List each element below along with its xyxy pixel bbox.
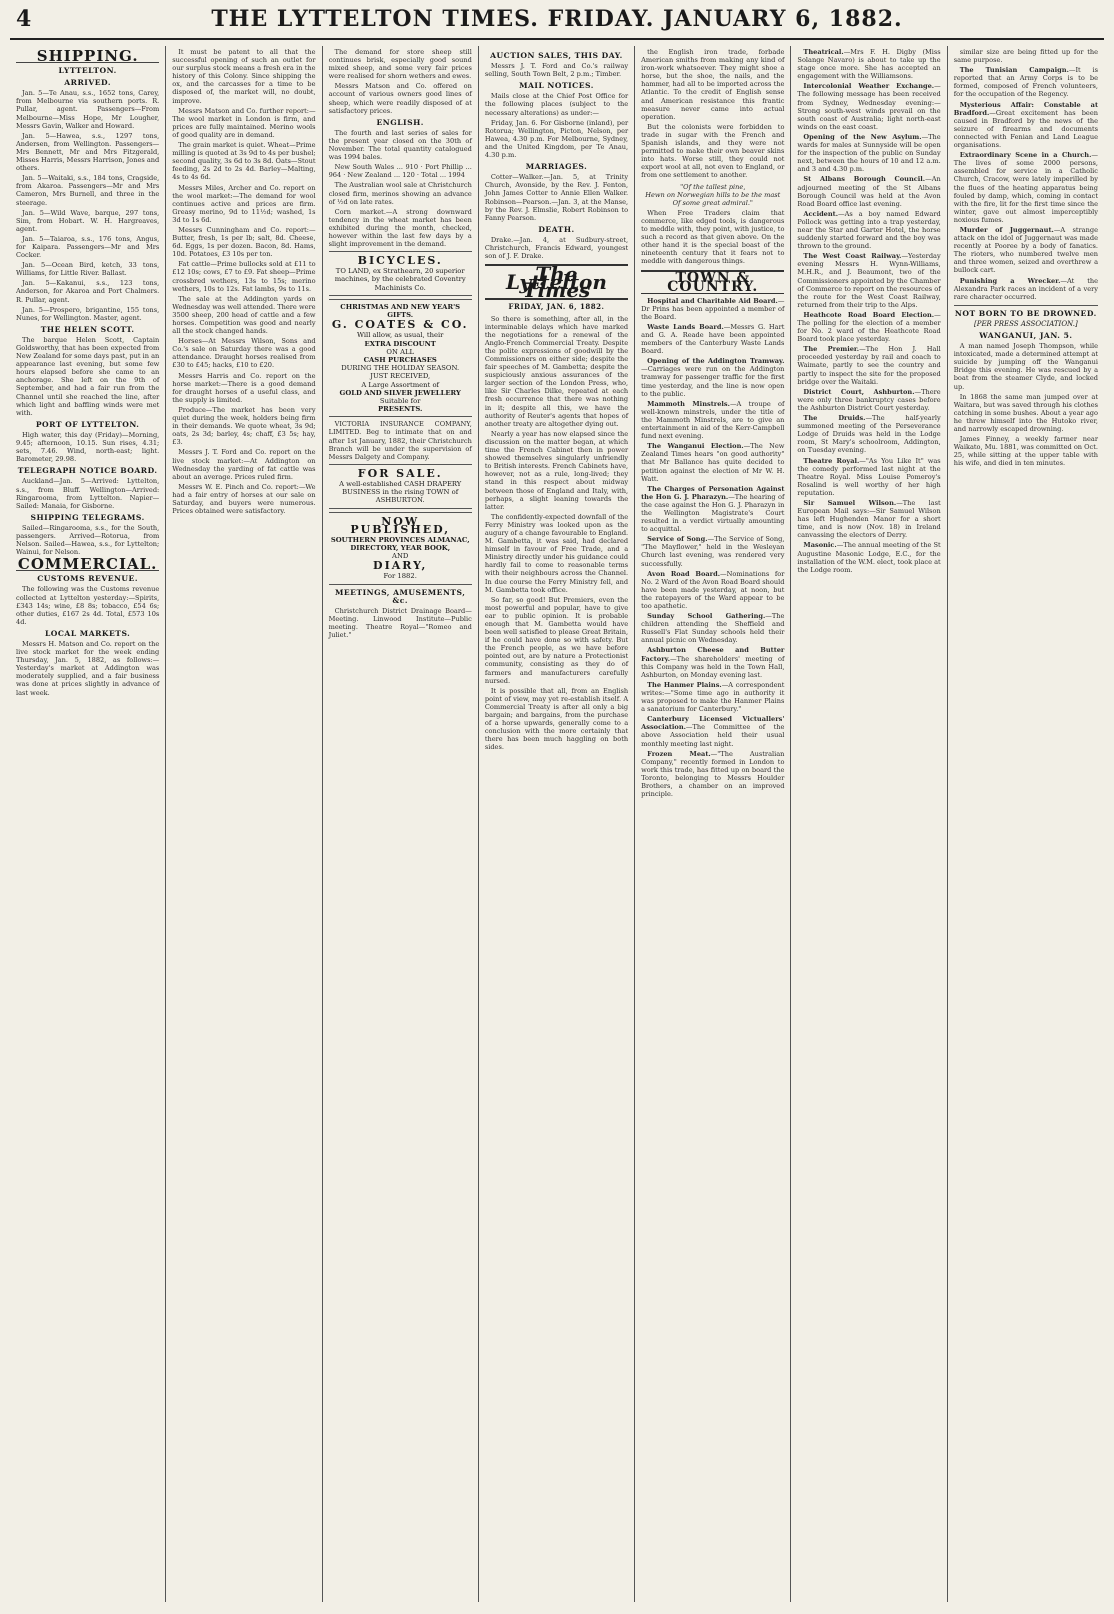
shipping-text: Jan. 5—Te Anau, s.s., 1652 tons, Carey, from Melbourne via southern ports. R. Pullar, agent. Passengers—From Melbourne—Miss Hope, Mr Lougher, Messrs Gavin, Walker and Howard. Jan. 5—Hawea, s.s., 1297 tons, Andersen, from Wellington. Passengers—Mrs Bennett, Mr and Mrs Fitzgerald, Misses Harris, Messrs Harrison, Jones and others. Jan. 5—Waitaki, s.s., 184 tons, Cragside, from Akaroa. Passengers—Mr and Mrs Cameron, Mrs Burnell, and three in the steerage. Jan. 5—Wild Wave, barque, 297 tons, Sim, from Hobart. W. H. Hargreaves, agent. Jan. 5—Taiaroa, s.s., 176 tons, Angus, for Kaipara. Passengers—Mr and Mrs Cocker. Jan. 5—Ocean Bird, ketch, 33 tons, Williams, for Little River. Ballast. Jan. 5—Kakanui, s.s., 123 tons, Anderson, for Akaroa and Port Chalmers. R. Pullar, agent. Jan. 5—Prospero, brigantine, 155 tons, Nunes, for Wellington. Master, agent.: [16, 89, 160, 322]
local-markets-heading: LOCAL MARKETS.: [44, 628, 131, 638]
page-number: 4: [16, 6, 32, 32]
columns: [10, 46, 1104, 1602]
masthead: [10, 6, 1104, 40]
nameplate: The Lyttelton Times: [485, 264, 628, 300]
newspaper-page: [10, 6, 1104, 1608]
auction-heading: AUCTION SALES, THIS DAY.: [490, 51, 623, 60]
helen-scott-heading: THE HELEN SCOTT.: [40, 324, 135, 334]
editorial-date: FRIDAY, JAN. 6, 1882.: [508, 302, 605, 312]
page-title: THE LYTTELTON TIMES. FRIDAY. JANUARY 6, 1882.: [211, 6, 903, 32]
port-heading: LYTTELTON.: [58, 66, 117, 76]
christmas-ad: CHRISTMAS AND NEW YEAR'S GIFTS. G. COATES & CO. Will allow, as usual, their EXTRA DISCOUNT ON ALL CASH PURCHASES DURING THE HOLIDAY SEASON. JUST RECEIVED, A Large Assortment of GOLD AND SILVER JEWELLERY Suitable for PRESENTS.: [329, 299, 472, 418]
marriages-heading: MARRIAGES.: [525, 162, 588, 172]
shipping-telegrams-heading: SHIPPING TELEGRAMS.: [30, 512, 145, 522]
almanac-ad: NOW PUBLISHED, SOUTHERN PROVINCES ALMANAC, DIRECTORY, YEAR BOOK, AND DIARY, For 1882.: [329, 512, 472, 585]
press-assoc-label: [PER PRESS ASSOCIATION.]: [974, 319, 1078, 328]
column-6: Theatrical.—Mrs F. H. Digby (Miss Solange Navaro) is about to take up the stage once more. She has accepted an engagement with the Williamsons. Intercolonial Weather Exchange.—The following message has been received from Sydney, Wednesday evening:—Strong south-west winds prevail on the south coast of Australia; light north-east winds on the east coast. Opening of the New Asylum.—The wards for males at Sunnyside will be open for the inspection of the public on Sunday next, between the hours of 10 and 12 a.m. and 3 and 4.30 p.m. St Albans Borough Council.—An adjourned meeting of the St Albans Borough Council was held at the Avon Road Board office last evening. Accident.—As a boy named Edward Pollock was getting into a trap yesterday, near the Star and Garter Hotel, the horse suddenly started forward and the boy was thrown to the ground. The West Coast Railway.—Yesterday evening Messrs H. Wynn-Williams, M.H.R., and J. Beaumont, two of the Commissioners appointed by the Chamber of Commerce to report on the resources of the route for the West Coast Railway, returned from their trip to the Alps. Heathcote Road Board Election.—The polling for the election of a member for No. 2 ward of the Heathcote Road Board took place yesterday. The Premier.—The Hon J. Hall proceeded yesterday by rail and coach to Waimate, partly to see the country and partly to inspect the site for the proposed bridge over the Waitaki. District Court, Ashburton.—There were only three bankruptcy cases before the Ashburton District Court yesterday. The Druids.—The half-yearly summoned meeting of the Perseverance Lodge of Druids was held in the Lodge room, St Mary's schoolroom, Addington, on Tuesday evening. Theatre Royal.—"As You Like It" was the comedy performed last night at the Theatre Royal. Miss Louise Pomeroy's Rosalind is well worthy of her high reputation. Sir Samuel Wilson.—The last European Mail says:—Sir Samuel Wilson has left Hughenden Manor for a short time, and is now (Nov. 18) in Ireland canvassing the electors of Derry. Masonic.—The annual meeting of the St Augustine Masonic Lodge, E.C., for the installation of the W.M. elect, took place at the Lodge room.: [791, 46, 947, 1602]
column-2: [166, 46, 322, 1602]
cycles-ad: BICYCLES. TO LAND, ex Strathearn, 20 superior machines, by the celebrated Coventry Machinists Co.: [329, 251, 472, 296]
editorial-text: So there is something, after all, in the interminable delays which have marked the negotiations for a renewal of the Anglo-French Commercial Treaty. Despite the polite expressions of goodwill by the Commissioners on either side; despite the fair speeches of M. Gambetta; despite the suspiciously anxious assurances of the larger section of the London Press, who, like Sir Charles Dilke, repeated at each fresh occurrence that there was nothing in it; despite all this, we have the authority of Reuter's agents that hopes of another treaty are altogether dying out. Nearly a year has now elapsed since the discussion on the matter began, at which time the French Cabinet then in power showed themselves singularly unfriendly to British interests. French Cabinets have, however, not as a rule, long-lived; they stand in this respect about midway between those of England and Italy, with, perhaps, a slight leaning towards the latter. The confidently-expected downfall of the Ferry Ministry was looked upon as the augury of a change favourable to England. M. Gambetta, it was said, had declared himself in favour of Free Trade, and a Ministry directly under his guidance could hardly fail to come to reasonable terms with their neighbours across the Channel. In due course the Ferry Ministry fell, and M. Gambetta took office. So far, so good! But Premiers, even the most powerful and popular, have to give ear to public opinion. It is probable enough that M. Gambetta would have been well satisfied to please Great Britain, if he could have done so with safety. But the French people, as we have before pointed out, are by nature a Protectionist community, consisting as they do of farmers and manufacturers carefully nursed. It is possible that all, from an English point of view, may yet re-establish itself. A Commercial Treaty is after all only a big bargain; and bargains, from the purchase of a horse upwards, generally come to a conclusion with the more certainly that there has been much haggling on both sides.: [484, 314, 629, 752]
for-sale-ad: FOR SALE. A well-established CASH DRAPERY BUSINESS in the rising TOWN of ASHBURTON.: [329, 464, 472, 509]
mail-heading: MAIL NOTICES.: [519, 81, 594, 91]
customs-heading: CUSTOMS REVENUE.: [37, 574, 138, 584]
helen-scott-text: The barque Helen Scott, Captain Goldsworthy, that has been expected from New Zealand for some days past, put in an appearance last evening, but some few hours elapsed before she came to an anchorage. She left on the 9th of September, and had a fair run from the Channel until she reached the line, after which light and baffling winds were met with.: [16, 335, 160, 417]
english-heading: ENGLISH.: [376, 117, 424, 127]
port-lyttelton-heading: PORT OF LYTTELTON.: [35, 419, 140, 429]
column-3: The demand for store sheep still continues brisk, especially good sound mixed sheep, and some very fair prices were realised for shorn wethers and ewes. Messrs Matson and Co. offered on account of various owners good lines of sheep, which were readily disposed of at satisfactory prices. ENGLISH. The fourth and last series of sales for the present year closed on the 30th of November. The total quantity catalogued was 1994 bales. New South Wales ... 910 · Port Phillip ... 964 · New Zealand ... 120 · Total ... 1994 The Australian wool sale at Christchurch closed firm, merinos showing an advance of ½d on late rates. Corn market.—A strong downward tendency in the wheat market has been exhibited during the month, checked, however within the last few days by a slight improvement in the demand. BICYCLES. TO LAND, ex Strathearn, 20 superior machines, by the celebrated Coventry Machinists Co. CHRISTMAS AND NEW YEAR'S GIFTS. G. COATES & CO. Will allow, as usual, their EXTRA DISCOUNT ON ALL CASH PURCHASES DURING THE HOLIDAY SEASON. JUST RECEIVED, A Large Assortment of GOLD AND SILVER JEWELLERY Suitable for PRESENTS. VICTORIA INSURANCE COMPANY, LIMITED. Beg to intimate that on and after 1st January, 1882, their Christchurch Branch will be under the supervision of Messrs Dalgety and Company. FOR SALE. A well-established CASH DRAPERY BUSINESS in the rising TOWN of ASHBURTON. NOW PUBLISHED, SOUTHERN PROVINCES ALMANAC, DIRECTORY, YEAR BOOK, AND DIARY, For 1882. MEETINGS, AMUSEMENTS, &c. Christchurch District Drainage Board—Meeting. Linwood Institute—Public meeting. Theatre Royal—"Romeo and Juliet.": [323, 46, 479, 1602]
commercial-heading: COMMERCIAL.: [17, 555, 158, 574]
wanganui-dateline: WANGANUI, JAN. 5.: [979, 331, 1073, 340]
column-4: AUCTION SALES, THIS DAY. Messrs J. T. Ford and Co.'s railway selling, South Town Belt, 2 p.m.; Timber. MAIL NOTICES. Mails close at the Chief Post Office for the following places (subject to the necessary alterations) as under:— Friday, Jan. 6. For Gisborne (inland), per Rotorua; Wellington, Picton, Nelson, per Hawea, 4.30 p.m. For Melbourne, Sydney, and the United Kingdom, per Te Anau, 4.30 p.m. MARRIAGES. Cotter—Walker.—Jan. 5, at Trinity Church, Avonside, by the Rev. J. Fenton, John James Cotter to Annie Ellen Walker. Robinson—Pearson.—Jan. 3, at the Manse, by the Rev. J. Elmslie, Robert Robinson to Fanny Pearson. DEATH. Drake.—Jan. 4, at Sudbury-street, Christchurch, Francis Edward, youngest son of J. F. Drake. The Lyttelton Times FRIDAY, JAN. 6, 1882. So there is something, after all, in the interminable delays which have marked the negotiations for a renewal of the Anglo-French Commercial Treaty. Despite the polite expressions of goodwill by the Commissioners on either side; despite the fair speeches of M. Gambetta; despite the suspiciously anxious assurances of the larger section of the London Press, who, like Sir Charles Dilke, repeated at each fresh occurrence that there was nothing in it; despite all this, we have the authority of Reuter's agents that hopes of another treaty are altogether dying out. Nearly a year has now elapsed since the discussion on the matter began, at which time the French Cabinet then in power showed themselves singularly unfriendly to British interests. French Cabinets have, however, not as a rule, long-lived; they stand in this respect about midway between those of England and Italy, with, perhaps, a slight leaning towards the latter. The confidently-expected downfall of the Ferry Ministry was looked upon as the augury of a change favourable to England. M. Gambetta, it was said, had declared himself in favour of Free Trade, and a Ministry directly under his guidance could hardly fail to come to reasonable terms with their neighbours across the Channel. In due course the Ferry Ministry fell, and M. Gambetta took office. So far, so good! But Premiers, even the most powerful and popular, have to give ear to public opinion. It is probable enough that M. Gambetta would have been well satisfied to please Great Britain, if he could have done so with safety. But the French people, as we have before pointed out, are by nature a Protectionist community, consisting as they do of farmers and manufacturers carefully nursed. It is possible that all, from an English point of view, may yet re-establish itself. A Commercial Treaty is after all only a big bargain; and bargains, from the purchase of a horse upwards, generally come to a conclusion with the more certainly that there has been much haggling on both sides.: [479, 46, 635, 1602]
column-7: similar size are being fitted up for the same purpose. The Tunisian Campaign.—It is reported that an Army Corps is to be formed, composed of French volunteers, for the occupation of the Regency. Mysterious Affair: Constable at Bradford.—Great excitement has been caused in Bradford by the news of the seizure of firearms and documents connected with Fenian and Land League organisations. Extraordinary Scene in a Church.—The lives of some 2000 persons, assembled for service in a Catholic Church, Cracow, were lately imperilled by the flues of the heating apparatus being fouled by damp, which, coming in contact with the fire, lit for the first time since the winter, gave out almost imperceptibly noxious fumes. Murder of Juggernaut.—A strange attack on the idol of Juggernaut was made recently at Pooree by a body of fanatics. The rioters, who numbered twelve men and three women, seized and overthrew a bullock cart. Punishing a Wrecker.—At the Alexandra Park races an incident of a very rare character occurred. NOT BORN TO BE DROWNED. [PER PRESS ASSOCIATION.] WANGANUI, JAN. 5. A man named Joseph Thompson, while intoxicated, made a determined attempt at suicide by jumping off the Wanganui Bridge this evening. He was rescued by a boat from the steamer Clyde, and locked up. In 1868 the same man jumped over at Waitara, but was saved through his clothes catching in some bushes. About a year ago he threw himself into the Hutoko river, and narrowly escaped drowning. James Finney, a weekly farmer near Waikato, Mu. 1881, was committed on Oct. 25, while sitting at the upper table with his wife, and died in ten minutes.: [953, 48, 1098, 468]
not-born-heading: NOT BORN TO BE DROWNED.: [954, 308, 1097, 318]
shipping-heading: SHIPPING.: [16, 52, 159, 63]
meetings-heading: MEETINGS, AMUSEMENTS, &c.: [334, 587, 466, 605]
death-heading: DEATH.: [538, 224, 575, 234]
column-5: the English iron trade, forbade American smiths from making any kind of iron-work whatsoever. They might shoe a horse, but the shoe, the nails, and the hammer, had all to be imported across the Atlantic. To the credit of English sense and American resistance this frantic measure never came into actual operation. But the colonists were forbidden to trade in sugar with the French and Spanish islands, and they were not permitted to make their own beaver skins into hats. Worse still, they could not export wool at all, not even to England, or from one settlement to another. "Of the tallest pine, Hewn on Norwegian hills to be the mast Of some great admiral." When Free Traders claim that commerce, like edged tools, is dangerous to meddle with, they point, with justice, to such a record as that given above. On the other hand it is the special boast of the nineteenth century that it fears not to meddle with dangerous things. TOWN & COUNTRY. Hospital and Charitable Aid Board.—Dr Prins has been appointed a member of the Board. Waste Lands Board.—Messrs G. Hart and G. A. Reade have been appointed members of the Canterbury Waste Lands Board. Opening of the Addington Tramway.—Carriages were run on the Addington tramway for passenger traffic for the first time yesterday, and the line is now open to the public. Mammoth Minstrels.—A troupe of well-known minstrels, under the title of the Mammoth Minstrels, are to give an entertainment in aid of the Kerr-Campbell fund next evening. The Wanganui Election.—The New Zealand Times hears "on good authority" that Mr Ballance has quite decided to petition against the election of Mr W. H. Watt. The Charges of Personation Against the Hon G. J. Pharazyn.—The hearing of the case against the Hon G. J. Pharazyn in the Wellington Magistrate's Court resulted in a verdict virtually amounting to acquittal. Service of Song.—The Service of Song, "The Mayflower," held in the Wesleyan Church last evening, was rendered very successfully. Avon Road Board.—Nominations for No. 2 Ward of the Avon Road Board should have been made yesterday, at noon, but the ratepayers of the Ward appear to be too apathetic. Sunday School Gathering.—The children attending the Sheffield and Russell's Flat Sunday schools held their annual picnic on Wednesday. Ashburton Cheese and Butter Factory.—The shareholders' meeting of this Company was held in the Town Hall, Ashburton, on Monday evening last. The Hanmer Plains.—A correspondent writes:—"Some time ago in authority it was proposed to make the Hanmer Plains a sanatorium for Canterbury." Canterbury Licensed Victuallers' Association.—The Committee of the above Association held their usual monthly meeting last night. Frozen Meat.—"The Australian Company," recently formed in London to work this trade, has fitted up on board the Toronto, belonging to Messrs Houlder Brothers, a chamber on an improved principle.: [635, 46, 791, 1602]
market-reports-text: It must be patent to all that the successful opening of such an outlet for our surplus stock means a fresh era in the history of this Colony. Since shipping the ox, and the carcasses for a time to be disposed of, the market will, no doubt, improve. Messrs Matson and Co. further report:—The wool market in London is firm, and prices are fully maintained. Merino wools of good quality are in demand. The grain market is quiet. Wheat—Prime milling is quoted at 3s 9d to 4s per bushel; second quality, 3s 6d to 3s 8d. Oats—Stout feeding, 2s 2d to 2s 4d. Barley—Malting, 4s to 4s 6d. Messrs Miles, Archer and Co. report on the wool market:—The demand for wool continues active and prices are firm. Greasy merino, 9d to 11½d; washed, 1s 3d to 1s 6d. Messrs Cunningham and Co. report:—Butter, fresh, 1s per lb; salt, 8d. Cheese, 6d. Eggs, 1s per dozen. Bacon, 8d. Hams, 10d. Potatoes, £3 10s per ton. Fat cattle—Prime bullocks sold at £11 to £12 10s; cows, £7 to £9. Fat sheep—Prime crossbred wethers, 13s to 15s; merino wethers, 10s to 12s. Fat lambs, 9s to 11s. The sale at the Addington yards on Wednesday was well attended. There were 3500 sheep, 200 head of cattle and a few horses. Competition was good and nearly all the stock changed hands. Horses—At Messrs Wilson, Sons and Co.'s sale on Saturday there was a good attendance. Draught horses realised from £30 to £45; hacks, £10 to £20. Messrs Harris and Co. report on the horse market:—There is a good demand for draught horses of a useful class, and the supply is limited. Produce—The market has been very quiet during the week, holders being firm in their demands. We quote wheat, 3s 9d; oats, 2s 3d; barley, 4s; chaff, £3 5s; hay, £3. Messrs J. T. Ford and Co. report on the live stock market:—At Addington on Wednesday the yarding of fat cattle was about an average. Prices ruled firm. Messrs W. E. Pinch and Co. report:—We had a fair entry of horses at our sale on Saturday, and buyers were numerous. Prices obtained were satisfactory.: [172, 48, 316, 516]
column-1: SHIPPING. LYTTELTON. ARRIVED. Jan. 5—Te Anau, s.s., 1652 tons, Carey, from Melbourne via southern ports. R. Pullar, agent. Passengers—From Melbourne—Miss Hope, Mr Lougher, Messrs Gavin, Walker and Howard. Jan. 5—Hawea, s.s., 1297 tons, Andersen, from Wellington. Passengers—Mrs Bennett, Mr and Mrs Fitzgerald, Misses Harris, Messrs Harrison, Jones and others. Jan. 5—Waitaki, s.s., 184 tons, Cragside, from Akaroa. Passengers—Mr and Mrs Cameron, Mrs Burnell, and three in the steerage. Jan. 5—Wild Wave, barque, 297 tons, Sim, from Hobart. W. H. Hargreaves, agent. Jan. 5—Taiaroa, s.s., 176 tons, Angus, for Kaipara. Passengers—Mr and Mrs Cocker. Jan. 5—Ocean Bird, ketch, 33 tons, Williams, for Little River. Ballast. Jan. 5—Kakanui, s.s., 123 tons, Anderson, for Akaroa and Port Chalmers. R. Pullar, agent. Jan. 5—Prospero, brigantine, 155 tons, Nunes, for Wellington. Master, agent. THE HELEN SCOTT. The barque Helen Scott, Captain Goldsworthy, that has been expected from New Zealand for some days past, put in an appearance last evening, but some few hours elapsed before she came to an anchorage. She left on the 9th of September, and had a fair run from the Channel until she reached the line, after which light and baffling winds were met with. PORT OF LYTTELTON. High water, this day (Friday)—Morning, 9.45; afternoon, 10.15. Sun rises, 4.31; sets, 7.46. Wind, north-east; light. Barometer, 29.98. TELEGRAPH NOTICE BOARD. Auckland—Jan. 5—Arrived: Lyttelton, s.s., from Bluff. Wellington—Arrived: Ringarooma, from Lyttelton. Napier—Sailed: Manaia, for Gisborne. SHIPPING TELEGRAMS. Sailed—Ringarooma, s.s., for the South, passengers. Arrived—Rotorua, from Nelson. Sailed—Hawea, s.s., for Lyttelton; Wainui, for Nelson. COMMERCIAL. CUSTOMS REVENUE. The following was the Customs revenue collected at Lyttelton yesterday:—Spirits, £343 14s; wine, £8 8s; tobacco, £54 6s; other duties, £167 2s 4d. Total, £573 10s 4d. LOCAL MARKETS. Messrs H. Matson and Co. report on the live stock market for the week ending Thursday, Jan. 5, 1882, as follows:—Yesterday's market at Addington was moderately supplied, and a fair business was done at prices slightly in advance of last week.: [10, 46, 166, 1602]
arrived-heading: ARRIVED.: [64, 78, 111, 88]
town-country-heading: TOWN & COUNTRY.: [641, 270, 784, 293]
town-country-text: Hospital and Charitable Aid Board.—Dr Prins has been appointed a member of the Board. Waste Lands Board.—Messrs G. Hart and G. A. Reade have been appointed members of the Canterbury Waste Lands Board. Opening of the Addington Tramway.—Carriages were run on the Addington tramway for passenger traffic for the first time yesterday, and the line is now open to the public. Mammoth Minstrels.—A troupe of well-known minstrels, under the title of the Mammoth Minstrels, are to give an entertainment in aid of the Kerr-Campbell fund next evening. The Wanganui Election.—The New Zealand Times hears "on good authority" that Mr Ballance has quite decided to petition against the election of Mr W. H. Watt. The Charges of Personation Against the Hon G. J. Pharazyn.—The hearing of the case against the Hon G. J. Pharazyn in the Wellington Magistrate's Court resulted in a verdict virtually amounting to acquittal. Service of Song.—The Service of Song, "The Mayflower," held in the Wesleyan Church last evening, was rendered very successfully. Avon Road Board.—Nominations for No. 2 Ward of the Avon Road Board should have been made yesterday, at noon, but the ratepayers of the Ward appear to be too apathetic. Sunday School Gathering.—The children attending the Sheffield and Russell's Flat Sunday schools held their annual picnic on Wednesday. Ashburton Cheese and Butter Factory.—The shareholders' meeting of this Company was held in the Town Hall, Ashburton, on Monday evening last. The Hanmer Plains.—A correspondent writes:—"Some time ago in authority it was proposed to make the Hanmer Plains a sanatorium for Canterbury." Canterbury Licensed Victuallers' Association.—The Committee of the above Association held their usual monthly meeting last night. Frozen Meat.—"The Australian Company," recently formed in London to work this trade, has fitted up on board the Toronto, belonging to Messrs Houlder Brothers, a chamber on an improved principle.: [641, 296, 785, 799]
telegraph-heading: TELEGRAPH NOTICE BOARD.: [17, 466, 158, 476]
